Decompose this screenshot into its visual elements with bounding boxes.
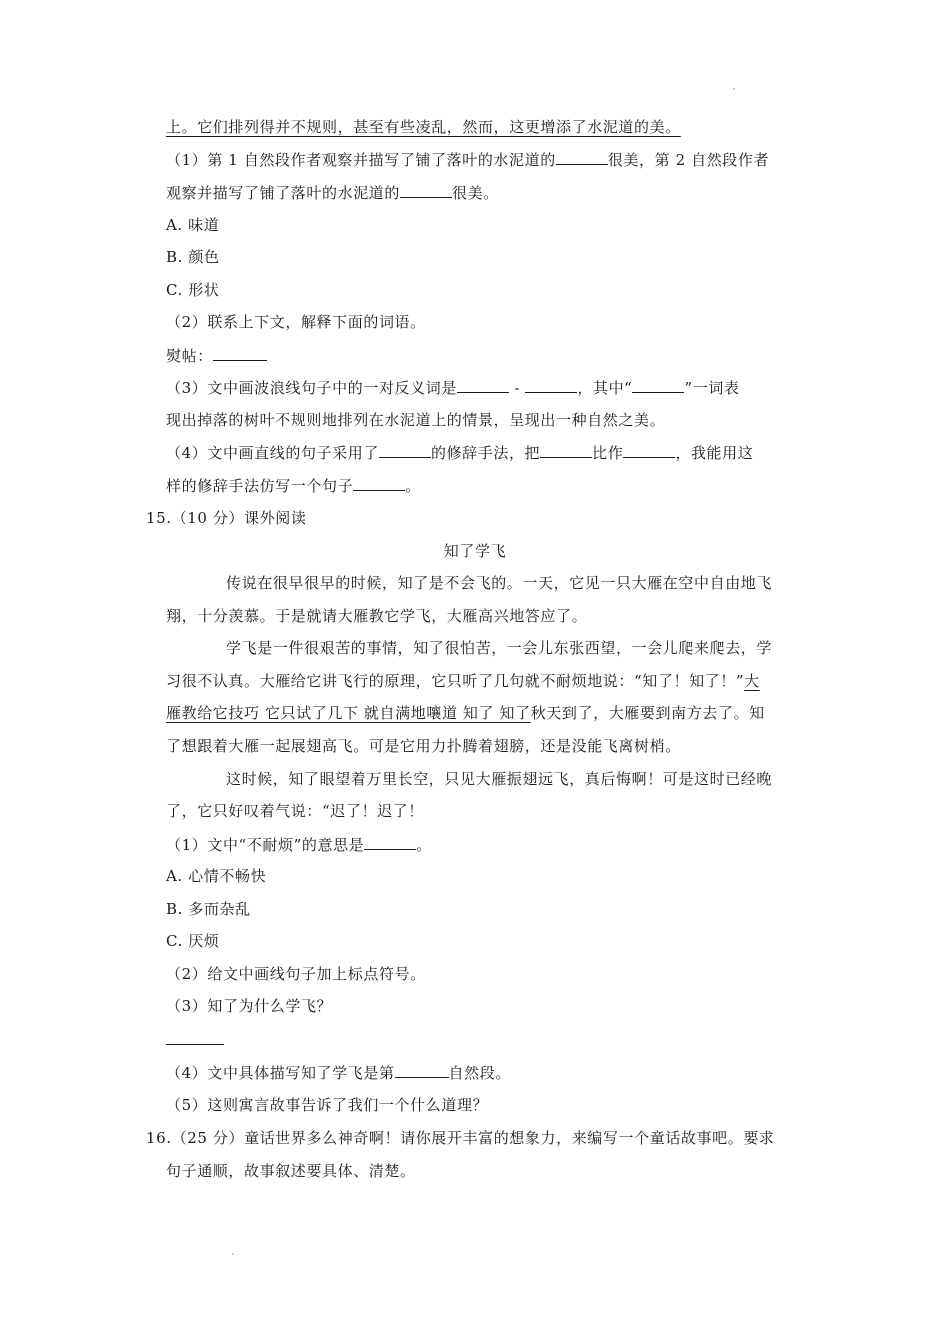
q15-sub3-answer [166, 1028, 224, 1051]
story-para1-line2: 翔，十分羡慕。于是就请大雁教它学飞，大雁高兴地答应了。 [166, 607, 588, 625]
q14-sub1-line2: 观察并描写了铺了落叶的水泥道的 很美。 [166, 181, 499, 204]
q15-sub1: （1）文中“不耐烦”的意思是 。 [166, 833, 432, 856]
answer-blank[interactable] [457, 376, 509, 393]
q14-sub2-word: 熨帖： [166, 344, 267, 367]
answer-blank[interactable] [525, 376, 577, 393]
answer-blank[interactable] [395, 1061, 449, 1078]
answer-blank[interactable] [400, 181, 452, 198]
q14-option-a[interactable]: A. 味道 [166, 216, 220, 234]
q14-sub2: （2）联系上下文，解释下面的词语。 [166, 313, 426, 331]
answer-blank[interactable] [540, 441, 592, 458]
q16-line2: 句子通顺，故事叙述要具体、清楚。 [166, 1162, 416, 1180]
q15-option-a[interactable]: A. 心情不畅快 [166, 867, 267, 885]
q14-option-c[interactable]: C. 形状 [166, 281, 220, 299]
q15-sub2: （2）给文中画线句子加上标点符号。 [166, 965, 426, 983]
q14-sub3-line2: 现出掉落的树叶不规则地排列在水泥道上的情景，呈现出一种自然之美。 [166, 411, 666, 429]
story-para1-line1: 传说在很早很早的时候，知了是不会飞的。一天，它见一只大雁在空中自由地飞 [226, 574, 773, 592]
answer-blank[interactable] [353, 474, 405, 491]
answer-blank[interactable] [213, 344, 267, 361]
story-para2-line1: 学飞是一件很艰苦的事情，知了很怕苦，一会儿东张西望，一会儿爬来爬去，学 [226, 639, 773, 657]
underlined-sentence: 大 [744, 672, 760, 690]
q14-option-b[interactable]: B. 颜色 [166, 248, 220, 266]
answer-blank[interactable] [632, 376, 684, 393]
underlined-sentence: 雁教给它技巧 它只试了几下 就自满地嚷道 知了 知了 [166, 704, 531, 722]
answer-blank[interactable] [364, 833, 416, 850]
story-title: 知了学飞 [443, 542, 507, 560]
q14-sub3-line1: （3）文中画波浪线句子中的一对反义词是 - ，其中“ ”一词表 [166, 376, 740, 399]
q14-sub4-line2: 样的修辞手法仿写一个句子 。 [166, 474, 421, 497]
story-para3-line1: 这时候，知了眼望着万里长空，只见大雁振翅远飞，真后悔啊！可是这时已经晚 [226, 770, 773, 788]
q14-sub1-line1: （1）第 1 自然段作者观察并描写了铺了落叶的水泥道的 很美，第 2 自然段作者 [166, 148, 769, 171]
q15-sub5: （5）这则寓言故事告诉了我们一个什么道理？ [166, 1096, 489, 1114]
answer-blank[interactable] [623, 441, 675, 458]
story-para2-line3: 雁教给它技巧 它只试了几下 就自满地嚷道 知了 知了秋天到了，大雁要到南方去了。知 [166, 704, 765, 722]
q15-sub3: （3）知了为什么学飞？ [166, 997, 333, 1015]
story-para2-line4: 了想跟着大雁一起展翅高飞。可是它用力扑腾着翅膀，还是没能飞离树梢。 [166, 737, 681, 755]
q16-line1: 16.（25 分）童话世界多么神奇啊！请你展开丰富的想象力，来编写一个童话故事吧。要求 [146, 1129, 775, 1147]
q15-option-b[interactable]: B. 多而杂乱 [166, 900, 251, 918]
answer-blank[interactable] [379, 441, 431, 458]
answer-blank[interactable] [166, 1028, 224, 1045]
answer-blank[interactable] [556, 148, 608, 165]
scan-dot [733, 88, 735, 90]
scan-dot [232, 1253, 234, 1255]
q14-sub4-line1: （4）文中画直线的句子采用了 的修辞手法，把 比作 ，我能用这 [166, 441, 753, 464]
story-para2-line2: 习很不认真。大雁给它讲飞行的原理，它只听了几句就不耐烦地说：“知了！知了！”大 [166, 672, 760, 690]
story-para3-line2: 了，它只好叹着气说：“迟了！迟了！ [166, 802, 424, 820]
q15-header: 15.（10 分）课外阅读 [146, 509, 307, 527]
q15-sub4: （4）文中具体描写知了学飞是第 自然段。 [166, 1061, 511, 1084]
q15-option-c[interactable]: C. 厌烦 [166, 932, 220, 950]
passage-end-sentence: 上。它们排列得并不规则，甚至有些凌乱，然而，这更增添了水泥道的美。 [166, 118, 681, 136]
